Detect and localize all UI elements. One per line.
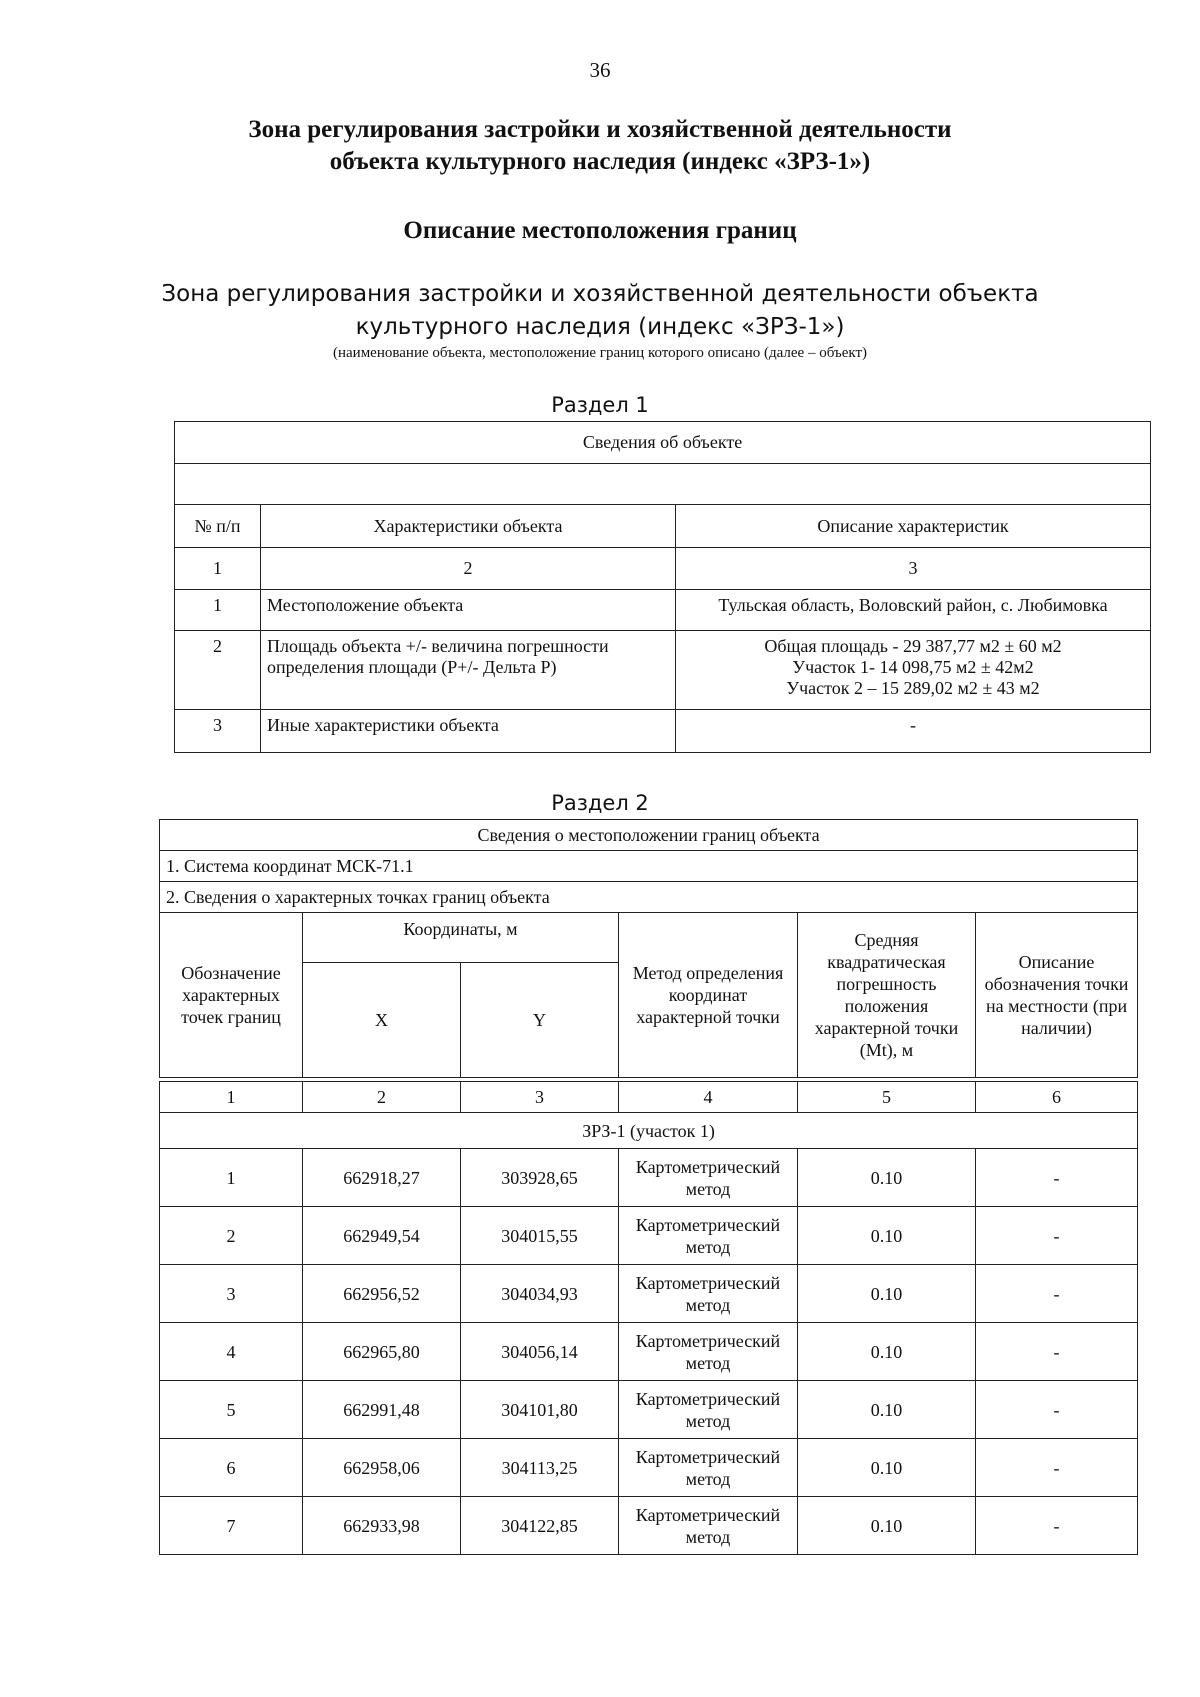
point-number: 6 — [160, 1439, 303, 1497]
point-x: 662991,48 — [303, 1381, 461, 1439]
section1-row — [175, 631, 1151, 710]
point-x: 662918,27 — [303, 1149, 461, 1207]
point-row — [160, 1323, 1138, 1381]
point-row — [160, 1439, 1138, 1497]
section2-colnum-3: 3 — [461, 1082, 619, 1113]
section1-heading: Сведения об объекте — [175, 422, 1151, 464]
row-number: 2 — [175, 631, 261, 710]
point-description: - — [976, 1265, 1138, 1323]
point-x: 662949,54 — [303, 1207, 461, 1265]
row-description — [676, 590, 1151, 631]
point-y: 304015,55 — [461, 1207, 619, 1265]
row-description-line: - — [910, 715, 916, 735]
point-description: - — [976, 1207, 1138, 1265]
point-number: 4 — [160, 1323, 303, 1381]
point-x: 662933,98 — [303, 1497, 461, 1555]
section1-empty-row — [175, 464, 1151, 505]
point-error: 0.10 — [798, 1497, 976, 1555]
section2-colnum-2: 2 — [303, 1082, 461, 1113]
point-error: 0.10 — [798, 1381, 976, 1439]
point-error: 0.10 — [798, 1207, 976, 1265]
point-description: - — [976, 1323, 1138, 1381]
col-x: X — [303, 963, 461, 1078]
row-description-line: Участок 1- 14 098,75 м2 ± 42м2 — [792, 657, 1034, 677]
document-subtitle: Описание местоположения границ — [403, 217, 797, 244]
section2-colnum-4: 4 — [619, 1082, 798, 1113]
point-error: 0.10 — [798, 1265, 976, 1323]
point-x: 662965,80 — [303, 1323, 461, 1381]
row-characteristic: Местоположение объекта — [261, 590, 676, 631]
point-number: 3 — [160, 1265, 303, 1323]
point-method: Картометрический метод — [619, 1207, 798, 1265]
section1-col-num: № п/п — [175, 505, 261, 548]
section1-col-name: Характеристики объекта — [261, 505, 676, 548]
point-y: 304113,25 — [461, 1439, 619, 1497]
section2-title: Раздел 2 — [551, 791, 649, 815]
point-row — [160, 1265, 1138, 1323]
section2-points-heading: 2. Сведения о характерных точках границ объекта — [160, 882, 1138, 913]
point-number: 1 — [160, 1149, 303, 1207]
point-row — [160, 1149, 1138, 1207]
point-error: 0.10 — [798, 1323, 976, 1381]
point-description: - — [976, 1497, 1138, 1555]
section2-colnum-5: 5 — [798, 1082, 976, 1113]
point-y: 304034,93 — [461, 1265, 619, 1323]
col-point-description: Описание обозначения точки на местности (при наличии) — [976, 913, 1138, 1078]
point-y: 304122,85 — [461, 1497, 619, 1555]
point-x: 662958,06 — [303, 1439, 461, 1497]
row-description-line: Тульская область, Воловский район, с. Любимовка — [718, 595, 1108, 615]
point-method: Картометрический метод — [619, 1439, 798, 1497]
col-y: Y — [461, 963, 619, 1078]
title-line-2: объекта культурного наследия (индекс «ЗРЗ-1») — [329, 148, 871, 175]
section1-col-desc: Описание характеристик — [676, 505, 1151, 548]
col-coordinates: Координаты, м — [303, 913, 619, 963]
row-number: 3 — [175, 710, 261, 753]
point-row — [160, 1497, 1138, 1555]
point-description: - — [976, 1381, 1138, 1439]
object-name-note: (наименование объекта, местоположение границ которого описано (далее – объект) — [332, 345, 868, 361]
point-method: Картометрический метод — [619, 1381, 798, 1439]
row-description-line: Участок 2 – 15 289,02 м2 ± 43 м2 — [786, 678, 1040, 698]
point-method: Картометрический метод — [619, 1497, 798, 1555]
section1-colnum-1: 1 — [175, 548, 261, 590]
point-method: Картометрический метод — [619, 1149, 798, 1207]
point-error: 0.10 — [798, 1439, 976, 1497]
point-error: 0.10 — [798, 1149, 976, 1207]
point-method: Картометрический метод — [619, 1265, 798, 1323]
row-description — [676, 710, 1151, 753]
col-method: Метод определения координат характерной точки — [619, 913, 798, 1078]
col-point-designation: Обозначение характерных точек границ — [160, 913, 303, 1078]
title-line-1: Зона регулирования застройки и хозяйственной деятельности — [248, 116, 952, 143]
row-characteristic: Иные характеристики объекта — [261, 710, 676, 753]
object-name — [0, 278, 1200, 344]
document-title — [0, 114, 1200, 178]
section1-colnum-2: 2 — [261, 548, 676, 590]
section1-row — [175, 710, 1151, 753]
col-error: Средняя квадратическая погрешность положения характерной точки (Mt), м — [798, 913, 976, 1078]
object-name-line-2: культурного наследия (индекс «ЗРЗ-1») — [355, 314, 845, 340]
row-number: 1 — [175, 590, 261, 631]
section2-colnum-1: 1 — [160, 1082, 303, 1113]
point-row — [160, 1207, 1138, 1265]
point-row — [160, 1381, 1138, 1439]
point-description: - — [976, 1439, 1138, 1497]
point-method: Картометрический метод — [619, 1323, 798, 1381]
page-number: 36 — [589, 58, 611, 82]
point-description: - — [976, 1149, 1138, 1207]
section1-colnum-3: 3 — [676, 548, 1151, 590]
zone-label: ЗРЗ-1 (участок 1) — [160, 1113, 1138, 1149]
row-characteristic: Площадь объекта +/- величина погрешности определения площади (P+/- Дельта P) — [261, 631, 676, 710]
row-description-line: Общая площадь - 29 387,77 м2 ± 60 м2 — [764, 636, 1062, 656]
section2-colnum-6: 6 — [976, 1082, 1138, 1113]
point-y: 304056,14 — [461, 1323, 619, 1381]
point-y: 304101,80 — [461, 1381, 619, 1439]
section2-table — [159, 819, 1138, 1555]
section1-title: Раздел 1 — [551, 393, 649, 417]
section2-heading: Сведения о местоположении границ объекта — [160, 820, 1138, 851]
section2-coord-system: 1. Система координат МСК-71.1 — [160, 851, 1138, 882]
point-number: 2 — [160, 1207, 303, 1265]
section1-table — [174, 421, 1151, 753]
object-name-line-1: Зона регулирования застройки и хозяйственной деятельности объекта — [161, 281, 1039, 307]
point-x: 662956,52 — [303, 1265, 461, 1323]
point-y: 303928,65 — [461, 1149, 619, 1207]
section1-row — [175, 590, 1151, 631]
row-description — [676, 631, 1151, 710]
point-number: 5 — [160, 1381, 303, 1439]
point-number: 7 — [160, 1497, 303, 1555]
